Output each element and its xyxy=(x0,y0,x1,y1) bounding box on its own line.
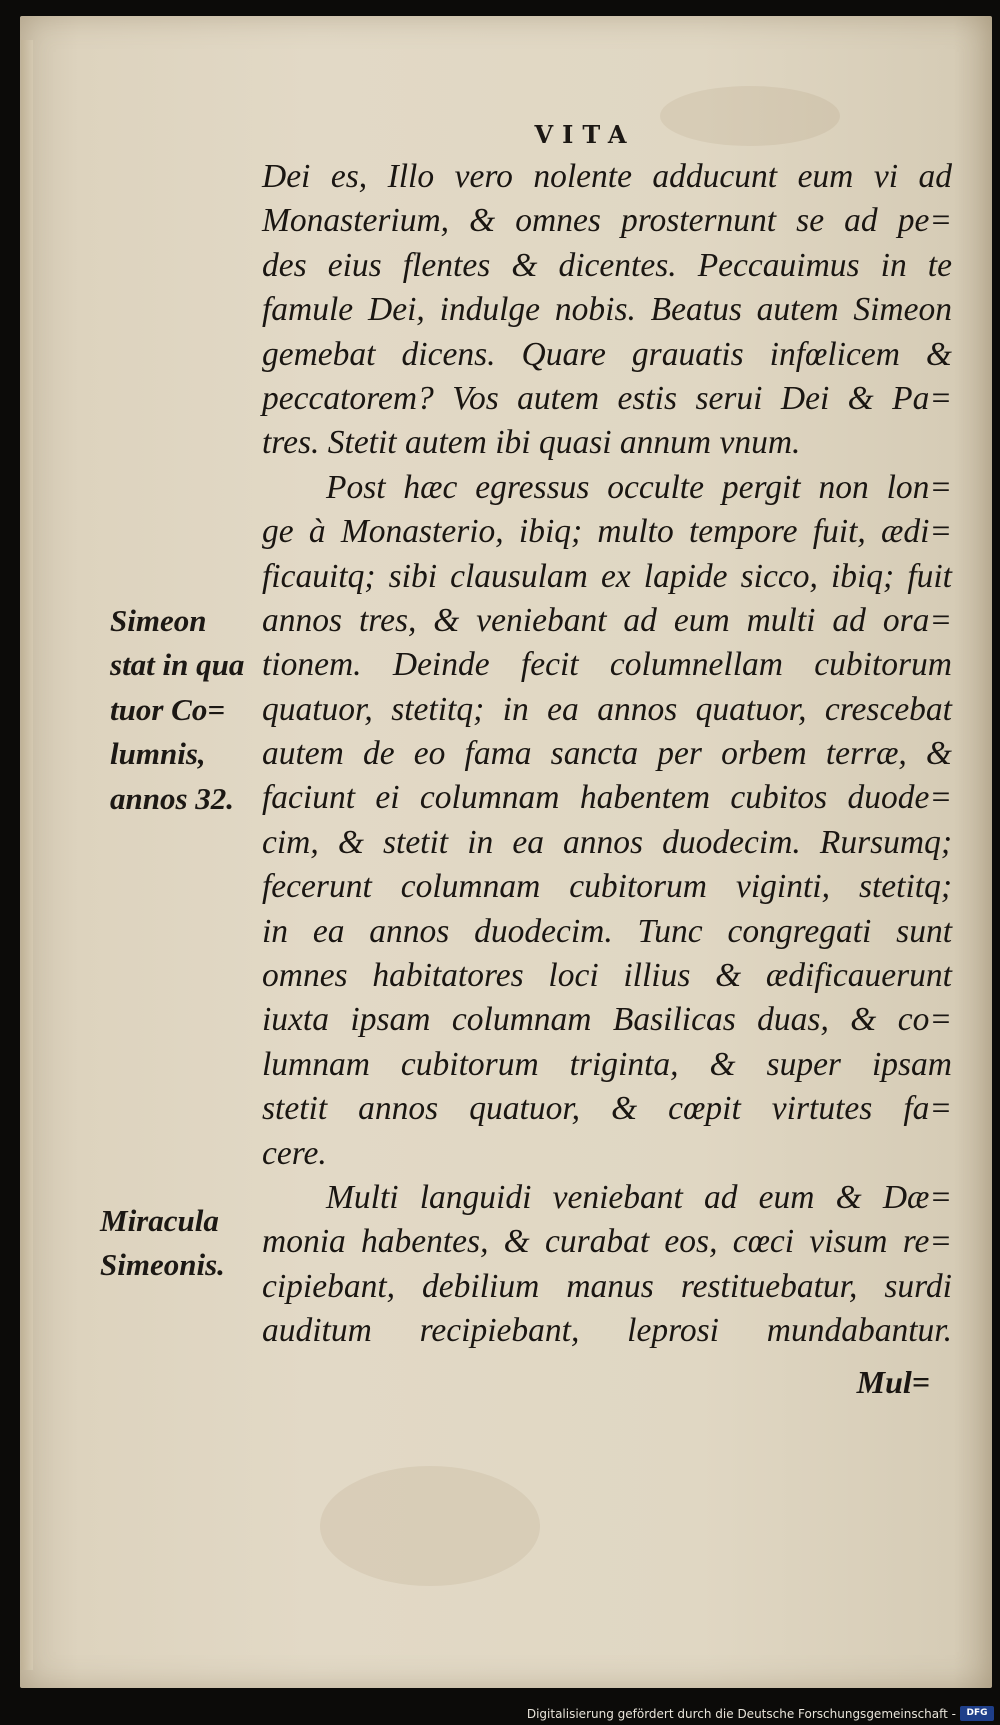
text-line: tres. Stetit autem ibi quasi annum vnum. xyxy=(262,424,801,462)
text-line: auditum recipiebant, leprosi mundabantur. xyxy=(262,1312,952,1350)
text-line: ge à Monasterio, ibiq; multo tempore fuit, ædi= xyxy=(262,513,952,551)
text-line: iuxta ipsam columnam Basilicas duas, & co= xyxy=(262,1001,952,1039)
text-line: fecerunt columnam cubitorum viginti, stetitq; xyxy=(262,868,952,906)
text-line: Dei es, Illo vero nolente adducunt eum vi ad xyxy=(262,158,952,195)
text-line: Monasterium, & omnes prosternunt se ad pe= xyxy=(262,202,952,240)
funding-credit: Digitalisierung gefördert durch die Deutsche Forschungsgemeinschaft - xyxy=(526,1707,956,1721)
margin-note-miracula xyxy=(100,1199,225,1288)
page-edge-shadow xyxy=(21,40,33,1670)
paper-stain xyxy=(320,1466,540,1586)
margin-note-line: Simeonis. xyxy=(100,1247,225,1283)
text-line: quatuor, stetitq; in ea annos quatuor, crescebat xyxy=(262,690,952,728)
text-line: faciunt ei columnam habentem cubitos duode= xyxy=(262,779,952,817)
text-line: cere. xyxy=(262,1134,327,1172)
text-line: Post hæc egressus occulte pergit non lon= xyxy=(326,468,952,506)
text-line: monia habentes, & curabat eos, cœci visum re= xyxy=(262,1223,952,1261)
text-line: cipiebant, debilium manus restituebatur, surdi xyxy=(262,1267,952,1305)
text-line: in ea annos duodecim. Tunc congregati sunt xyxy=(262,912,952,950)
margin-note-line: lumnis, xyxy=(110,736,206,772)
text-line: gemebat dicens. Quare grauatis infœlicem & xyxy=(262,335,952,373)
text-line: peccatorem? Vos autem estis serui Dei & Pa= xyxy=(262,379,952,417)
text-line: tionem. Deinde fecit columnellam cubitorum xyxy=(262,646,952,684)
margin-note-line: Simeon xyxy=(110,603,207,638)
margin-note-simeon xyxy=(110,599,244,821)
catchword: Mul= xyxy=(856,1364,930,1400)
text-line: famule Dei, indulge nobis. Beatus autem Simeon xyxy=(262,291,952,329)
text-line: cim, & stetit in ea annos duodecim. Rursumq; xyxy=(262,823,952,861)
margin-note-line: tuor Co= xyxy=(110,691,226,727)
main-text xyxy=(262,155,952,1354)
text-line: ficauitq; sibi clausulam ex lapide sicco, ibiq; fuit xyxy=(262,557,952,595)
margin-note-line: stat in qua xyxy=(110,647,245,683)
margin-note-line: annos 32. xyxy=(110,780,235,816)
text-line: omnes habitatores loci illius & ædificauerunt xyxy=(262,957,952,995)
dfg-logo: DFG xyxy=(960,1706,994,1721)
text-line: des eius flentes & dicentes. Peccauimus in te xyxy=(262,246,952,284)
text-line: Multi languidi veniebant ad eum & Dæ= xyxy=(326,1178,952,1216)
text-line: autem de eo fama sancta per orbem terræ, & xyxy=(262,735,952,773)
text-line: annos tres, & veniebant ad eum multi ad ora= xyxy=(262,601,952,639)
text-line: stetit annos quatuor, & cœpit virtutes fa= xyxy=(262,1090,952,1128)
running-head: VITA xyxy=(534,120,636,149)
margin-note-line: Miracula xyxy=(100,1203,219,1238)
text-line: lumnam cubitorum triginta, & super ipsam xyxy=(262,1045,952,1083)
